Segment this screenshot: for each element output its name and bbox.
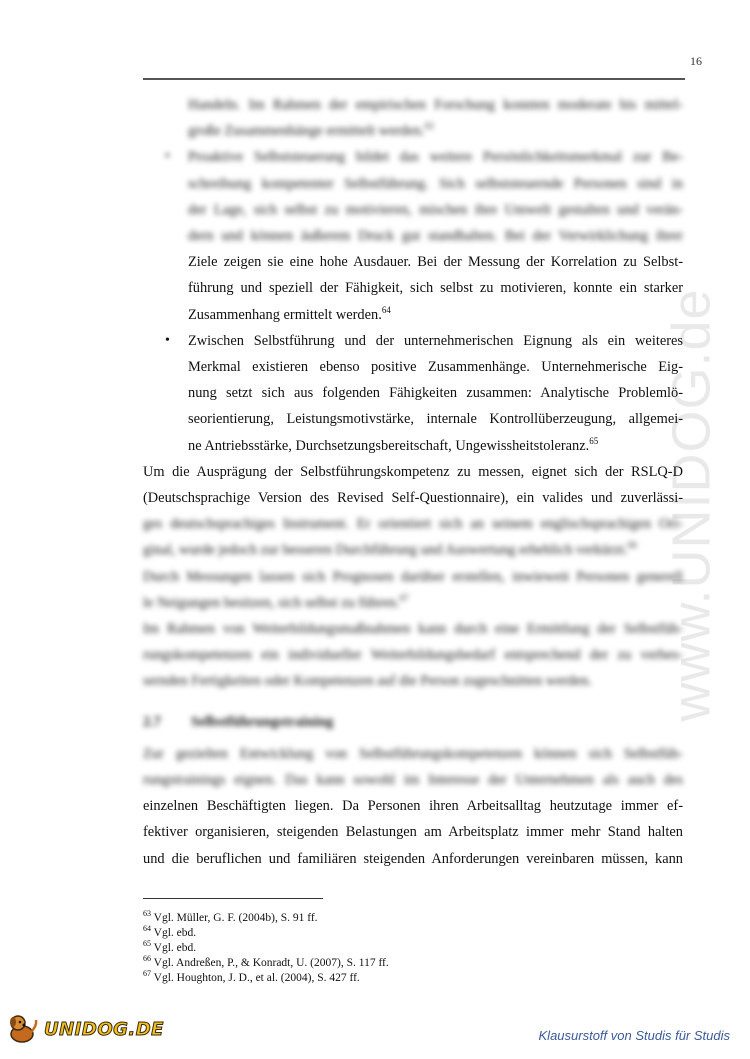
bullet-icon: • <box>165 149 170 165</box>
watermark-text: www.UNIDOG.de <box>662 288 722 722</box>
footnote: $^{67}$ Vgl. Houghton, J. D., et al. (2004), S. 427 ff. <box>143 969 360 984</box>
footnote-ref: 66 <box>627 540 637 551</box>
footnote: $^{65}$ Vgl. ebd. <box>143 939 197 954</box>
text-line: führung und speziell der Fähigkeit, sich selbst zu motivieren, konnte ein starker <box>188 280 683 297</box>
text-line: und die beruflichen und familiären steigenden Anforderungen vereinbaren müssen, kann <box>143 850 683 867</box>
text-line: (Deutschsprachige Version des Revised Self-Questionnaire), ein valides und zuverlässi- <box>143 490 683 507</box>
section-number: 2.7 <box>143 713 161 730</box>
text-line: Ziele zeigen sie eine hohe Ausdauer. Bei der Messung der Korrelation zu Selbst- <box>188 254 683 271</box>
dog-icon <box>6 1012 40 1046</box>
text-line: schreibung kompetenter Selbstführung. Sich selbststeuernde Personen sind in <box>188 175 683 192</box>
text-line: rungskompetenzen ein individueller Weiterbildungsbedarf entsprechend der zu verbes- <box>143 647 683 664</box>
bullet-item-proactive <box>143 144 683 327</box>
footnote-rule <box>143 898 323 899</box>
header-rule <box>143 78 685 80</box>
text-line: rungstrainings eignen. Das kann sowohl im Interesse der Unternehmen als auch des <box>143 772 683 789</box>
text-line: dern und können äußerem Druck gut standhalten. Bei der Verwirklichung ihrer <box>188 228 683 245</box>
section-title: Selbstführungstraining <box>191 713 334 730</box>
bullet-blurred-text <box>188 144 683 249</box>
text-line: Handeln. Im Rahmen der empirischen Forschung konnten moderate bis mittel- <box>188 97 683 113</box>
text-line: ges deutschsprachiges Instrument. Er orientiert sich an seinem englischsprachigen Ori- <box>143 516 683 533</box>
footnote-ref: 63 <box>424 121 434 132</box>
footnote: $^{63}$ Vgl. Müller, G. F. (2004b), S. 91 ff. <box>143 909 318 924</box>
bullet-icon: • <box>165 332 170 348</box>
text-line: sernden Fertigkeiten oder Kompetenzen auf die Person zugeschnitten werden. <box>143 673 592 690</box>
text-line: ne Antriebsstärke, Durchsetzungsbereitschaft, Ungewissheitstoleranz.$^{65}$ <box>188 435 599 454</box>
paragraph-rslq <box>143 459 683 695</box>
text-line: le Neigungen besitzen, sich selbst zu führen.$^{67}$ <box>143 593 409 611</box>
text-line: seorientierung, Leistungsmotivstärke, internale Kontrollüberzeugung, allgemei- <box>188 411 683 428</box>
text-line: einzelnen Beschäftigten liegen. Da Personen ihren Arbeitsalltag heutzutage immer ef- <box>143 798 683 815</box>
text-line: Um die Ausprägung der Selbstführungskompetenz zu messen, eignet sich der RSLQ-D <box>143 463 683 480</box>
footnote-ref: 65 <box>589 435 599 446</box>
text-line: Zwischen Selbstführung und der unternehmerischen Eignung als ein weiteres <box>188 332 683 349</box>
tagline: Klausurstoff von Studis für Studis <box>538 1028 730 1043</box>
blurred-intro <box>143 92 683 144</box>
section-heading <box>143 709 683 735</box>
footnote-ref: 67 <box>399 593 409 604</box>
bullet-item-entrepreneurial <box>143 328 683 459</box>
document-body <box>143 92 683 872</box>
text-line: fektiver organisieren, steigenden Belastungen am Arbeitsplatz immer mehr Stand halten <box>143 824 683 841</box>
text-line: Zusammenhang ermittelt werden.$^{64}$ <box>188 304 391 323</box>
page-number: 16 <box>690 54 702 68</box>
paragraph-blurred <box>143 741 683 793</box>
text-line: große Zusammenhänge ermittelt werden.$^{63}$ <box>188 121 434 140</box>
text-line: Merkmal existieren ebenso positive Zusammenhänge. Unternehmerische Eig- <box>188 359 683 376</box>
paragraph-blurred <box>143 511 683 694</box>
text-line: der Lage, sich selbst zu motivieren, mischen ihre Umwelt gestalten und verän- <box>188 201 683 218</box>
paragraph-training <box>143 741 683 872</box>
logo-text: UNIDOG.DE <box>44 1018 164 1040</box>
text-line: ginal, wurde jedoch zur besseren Durchführung und Auswertung erheblich verkürzt.$^{66}$ <box>143 540 637 559</box>
text-line: Proaktive Selbststeuerung bildet das weitere Persönlichkeitsmerkmal zur Be- <box>188 149 683 166</box>
text-line: Zur gezielten Entwicklung von Selbstführungskompetenzen können sich Selbstfüh- <box>143 745 683 762</box>
text-line: Durch Messungen lassen sich Prognosen darüber erstellen, inwieweit Personen generell <box>143 568 683 585</box>
footnote: $^{66}$ Vgl. Andreßen, P., & Konradt, U. (2007), S. 117 ff. <box>143 954 389 969</box>
text-line: nung setzt sich aus folgenden Fähigkeiten zusammen: Analytische Problemlö- <box>188 385 683 402</box>
footnote-ref: 64 <box>381 304 391 315</box>
text-line: Im Rahmen von Weiterbildungsmaßnahmen kann durch eine Ermittlung der Selbstfüh- <box>143 621 683 638</box>
unidog-logo[interactable] <box>6 1012 164 1046</box>
footnotes <box>143 911 389 986</box>
footnote: $^{64}$ Vgl. ebd. <box>143 924 197 939</box>
